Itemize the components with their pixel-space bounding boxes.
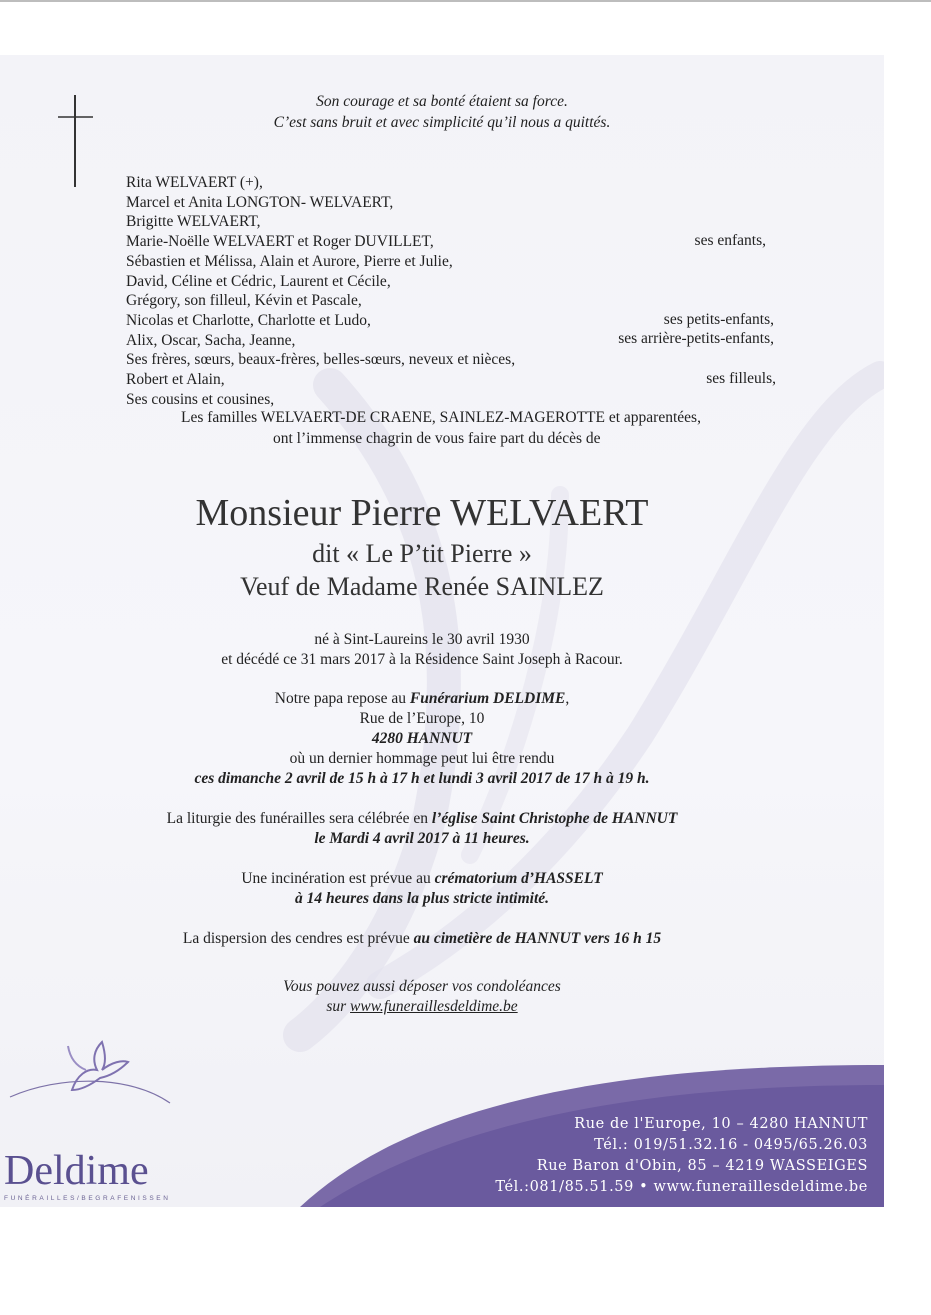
rest-intro: Notre papa repose au (274, 690, 410, 707)
relation-great-grandchildren: ses arrière-petits-enfants, (618, 330, 774, 347)
birth-line: né à Sint-Laureins le 30 avril 1930 (314, 631, 530, 648)
tribute-line: où un dernier hommage peut lui être rendu (289, 750, 555, 767)
relation-godsons: ses filleuls, (706, 370, 776, 387)
funeral-home-name: Funérarium DELDIME (409, 690, 566, 707)
condolences-line: Vous pouvez aussi déposer vos condoléances (283, 978, 561, 995)
footer-phone-website: Tél.:081/85.51.59 • www.funeraillesdeldime.be (495, 1179, 868, 1195)
liturgy-line (0, 809, 864, 829)
crematorium-name: crématorium d’HASSELT (434, 870, 603, 887)
logo-tagline: FUNÉRAILLES/BEGRAFENISSEN (4, 1195, 171, 1202)
family-line: Brigitte WELVAERT, (126, 213, 261, 231)
relation-children: ses enfants, (694, 232, 766, 249)
family-line: Ses frères, sœurs, beaux-frères, belles-sœurs, neveux et nièces, (126, 351, 516, 369)
footer-address-wasseiges: Rue Baron d'Obin, 85 – 4219 WASSEIGES (536, 1158, 868, 1174)
family-line: Grégory, son filleul, Kévin et Pascale, (126, 292, 362, 310)
footer-address-hannut: Rue de l'Europe, 10 – 4280 HANNUT (574, 1116, 868, 1132)
deceased-nickname: dit « Le P’tit Pierre » (312, 539, 532, 568)
footer-phone-hannut: Tél.: 019/51.32.16 - 0495/65.26.03 (594, 1137, 868, 1153)
family-line: Rita WELVAERT (+), (126, 174, 263, 191)
church-name: l’église Saint Christophe de HANNUT (431, 810, 678, 827)
cremation-intro: Une incinération est prévue au (241, 870, 435, 887)
cremation-time: à 14 heures dans la plus stricte intimité. (294, 890, 550, 907)
rest-city: 4280 HANNUT (371, 730, 473, 747)
death-line: et décédé ce 31 mars 2017 à la Résidence Saint Joseph à Racour. (221, 651, 623, 668)
liturgy-date: le Mardi 4 avril 2017 à 11 heures. (314, 830, 530, 847)
quote-line-1: Son courage et sa bonté étaient sa force. (316, 93, 568, 110)
family-line: Robert et Alain, (126, 371, 225, 388)
quote-line-2: C’est sans bruit et avec simplicité qu’il nous a quittés. (273, 114, 611, 131)
condolences-link[interactable]: www.funeraillesdeldime.be (350, 998, 518, 1015)
family-line: Marcel et Anita LONGTON- WELVAERT, (126, 193, 394, 211)
deceased-name: Monsieur Pierre WELVAERT (195, 492, 649, 534)
family-line: Marie-Noëlle WELVAERT et Roger DUVILLET, (126, 233, 434, 251)
family-line: Ses cousins et cousines, (126, 390, 275, 408)
cremation-line (0, 869, 864, 889)
condolences-prefix: sur (326, 998, 351, 1015)
obituary-sheet (0, 55, 884, 1207)
family-line: Nicolas et Charlotte, Charlotte et Ludo, (126, 311, 371, 329)
condolences-url-line (0, 997, 864, 1017)
family-line: Sébastien et Mélissa, Alain et Aurore, Pierre et Julie, (126, 252, 453, 270)
scan-edge-line (0, 0, 931, 2)
rest-street: Rue de l’Europe, 10 (359, 710, 485, 727)
dispersion-line (0, 929, 864, 949)
rest-comma: , (565, 690, 570, 707)
visitation-dates: ces dimanche 2 avril de 15 h à 17 h et lundi 3 avril 2017 de 17 h à 19 h. (194, 770, 650, 787)
rest-intro-line (0, 689, 864, 709)
dispersion-intro: La dispersion des cendres est prévue (182, 930, 414, 947)
logo-wordmark: Deldime (4, 1148, 149, 1194)
announce-line: ont l’immense chagrin de vous faire part du décès de (273, 430, 601, 447)
relation-grandchildren: ses petits-enfants, (663, 311, 774, 328)
families-line: Les familles WELVAERT-DE CRAENE, SAINLEZ-MAGEROTTE et apparentées, (181, 409, 701, 426)
family-line: David, Céline et Cédric, Laurent et Cécile, (126, 272, 391, 290)
dove-logo-icon (62, 1040, 132, 1098)
deceased-widower: Veuf de Madame Renée SAINLEZ (240, 572, 604, 601)
liturgy-intro: La liturgie des funérailles sera célébrée en (166, 810, 432, 827)
family-line: Alix, Oscar, Sacha, Jeanne, (126, 331, 296, 349)
dispersion-place: au cimetière de HANNUT vers 16 h 15 (413, 930, 662, 947)
